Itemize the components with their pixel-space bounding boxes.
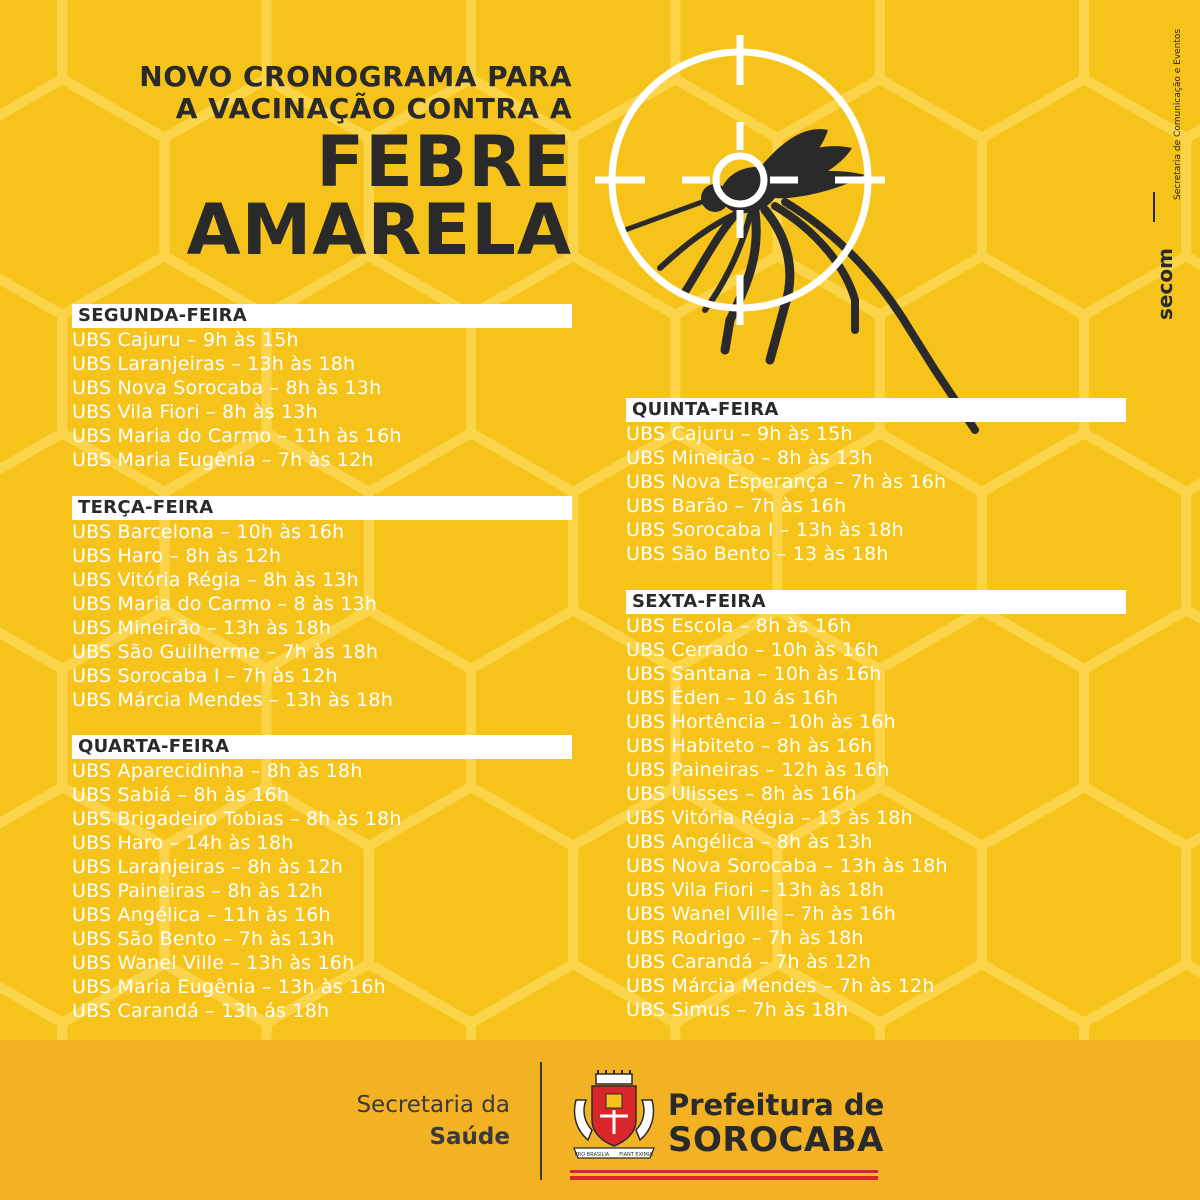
schedule-entry: UBS Vila Fiori – 8h às 13h [72, 401, 318, 423]
schedule-entry: UBS São Bento – 13 às 18h [626, 543, 889, 565]
day-header-segunda: SEGUNDA-FEIRA [72, 304, 572, 328]
schedule-entry: UBS Barão – 7h às 16h [626, 495, 847, 517]
secom-label [1117, 28, 1183, 320]
day-block-sexta [626, 590, 1126, 1022]
schedule-entry: UBS Angélica – 8h às 13h [626, 831, 873, 853]
schedule-entry: UBS Cajuru – 9h às 15h [72, 329, 299, 351]
day-block-segunda [72, 304, 572, 472]
schedule-entry: UBS Laranjeiras – 8h às 12h [72, 856, 343, 878]
secom-divider [1153, 192, 1155, 222]
schedule-entry: UBS Rodrigo – 7h às 18h [626, 927, 864, 949]
day-header-sexta: SEXTA-FEIRA [626, 590, 1126, 614]
schedule-entry: UBS Haro – 14h às 18h [72, 832, 294, 854]
schedule-entry: UBS Paineiras – 8h às 12h [72, 880, 324, 902]
schedule-entry: UBS Angélica – 11h às 16h [72, 904, 331, 926]
schedule-entry: UBS Wanel Ville – 7h às 16h [626, 903, 897, 925]
schedule-entry: UBS Éden – 10 ás 16h [626, 687, 839, 709]
secretaria-label: Secretaria da [356, 1092, 510, 1118]
saude-label: Saúde [429, 1124, 510, 1150]
day-header-quinta: QUINTA-FEIRA [626, 398, 1126, 422]
schedule-entry: UBS Escola – 8h às 16h [626, 615, 852, 637]
footer-divider [540, 1062, 542, 1180]
honeycomb-cell [0, 964, 62, 1040]
day-block-quarta [72, 735, 572, 1023]
schedule-entry: UBS Simus – 7h às 18h [626, 999, 849, 1021]
schedule-entry: UBS Cerrado – 10h às 16h [626, 639, 879, 661]
sorocaba-label: SOROCABA [668, 1120, 884, 1160]
prefeitura-label: Prefeitura de [668, 1088, 885, 1122]
schedule-entry: UBS Wanel Ville – 13h às 16h [72, 952, 355, 974]
schedule-entry: UBS Aparecidinha – 8h às 18h [72, 760, 363, 782]
schedule-entry: UBS Barcelona – 10h às 16h [72, 521, 345, 543]
day-header-quarta: QUARTA-FEIRA [72, 735, 572, 759]
flag-stripe [570, 1170, 878, 1180]
schedule-entry: UBS Sabiá – 8h às 16h [72, 784, 290, 806]
schedule-entry: UBS Sorocaba I – 13h às 18h [626, 519, 904, 541]
schedule-entry: UBS Nova Sorocaba – 8h às 13h [72, 377, 382, 399]
schedule-entry: UBS Maria Eugênia – 7h às 12h [72, 449, 374, 471]
headline-line-2: A VACINAÇÃO CONTRA A [175, 92, 572, 125]
honeycomb-cell [1186, 79, 1200, 315]
entries-quarta [72, 759, 572, 1023]
schedule-entry: UBS São Guilherme – 7h às 18h [72, 641, 379, 663]
coat-of-arms-icon [568, 1070, 660, 1162]
schedule-entry: UBS Cajuru – 9h às 15h [626, 423, 853, 445]
schedule-entry: UBS Laranjeiras – 13h às 18h [72, 353, 356, 375]
mosquito-icon [625, 129, 975, 430]
day-header-terca: TERÇA-FEIRA [72, 496, 572, 520]
schedule-entry: UBS Haro – 8h às 12h [72, 545, 282, 567]
schedule-entry: UBS Mineirão – 13h às 18h [72, 617, 332, 639]
schedule-entry: UBS Márcia Mendes – 7h às 12h [626, 975, 935, 997]
schedule-entry: UBS Mineirão – 8h às 13h [626, 447, 873, 469]
schedule-entry: UBS Carandá – 7h às 12h [626, 951, 871, 973]
coat-motto-right: FIANT EXIMIA [619, 1152, 653, 1158]
entries-quinta [626, 422, 1126, 566]
schedule-entry: UBS Carandá – 13h ás 18h [72, 1000, 330, 1022]
day-block-quinta [626, 398, 1126, 566]
honeycomb-cell [1186, 787, 1200, 1023]
entries-segunda [72, 328, 572, 472]
schedule-entry: UBS Maria Eugênia – 13h às 16h [72, 976, 386, 998]
schedule-entry: UBS Brigadeiro Tobias – 8h às 18h [72, 808, 402, 830]
schedule-entry: UBS Márcia Mendes – 13h às 18h [72, 689, 393, 711]
honeycomb-cell [0, 79, 164, 315]
crosshair-target-icon [590, 30, 1010, 440]
schedule-entry: UBS São Bento – 7h às 13h [72, 928, 335, 950]
headline-febre: FEBRE [316, 121, 572, 203]
schedule-entry: UBS Hortência – 10h às 16h [626, 711, 896, 733]
secom-subtitle: Secretaria de Comunicação e Eventos [1173, 28, 1183, 200]
schedule-entry: UBS Maria do Carmo – 11h às 16h [72, 425, 402, 447]
day-block-terca [72, 496, 572, 712]
schedule-entry: UBS Nova Sorocaba – 13h às 18h [626, 855, 948, 877]
entries-sexta [626, 614, 1126, 1022]
schedule-entry: UBS Vitória Régia – 13 às 18h [626, 807, 913, 829]
secom-brand: secom [1153, 248, 1177, 320]
schedule-entry: UBS Sorocaba I – 7h às 12h [72, 665, 338, 687]
honeycomb-cell [1186, 433, 1200, 669]
schedule-entry: UBS Habiteto – 8h às 16h [626, 735, 873, 757]
schedule-entry: UBS Maria do Carmo – 8 às 13h [72, 593, 378, 615]
entries-terca [72, 520, 572, 712]
schedule-entry: UBS Paineiras – 12h às 16h [626, 759, 890, 781]
schedule-entry: UBS Santana – 10h às 16h [626, 663, 882, 685]
schedule-entry: UBS Vitória Régia – 8h às 13h [72, 569, 359, 591]
footer-band [0, 1040, 1200, 1200]
coat-motto-left: PRO BRASILIA [574, 1152, 610, 1158]
headline-amarela: AMARELA [186, 189, 572, 271]
schedule-entry: UBS Vila Fiori – 13h às 18h [626, 879, 885, 901]
schedule-entry: UBS Nova Esperança – 7h às 16h [626, 471, 947, 493]
schedule-entry: UBS Ulisses – 8h às 16h [626, 783, 857, 805]
headline-line-1: NOVO CRONOGRAMA PARA [139, 60, 572, 93]
honeycomb-cell [0, 0, 62, 138]
